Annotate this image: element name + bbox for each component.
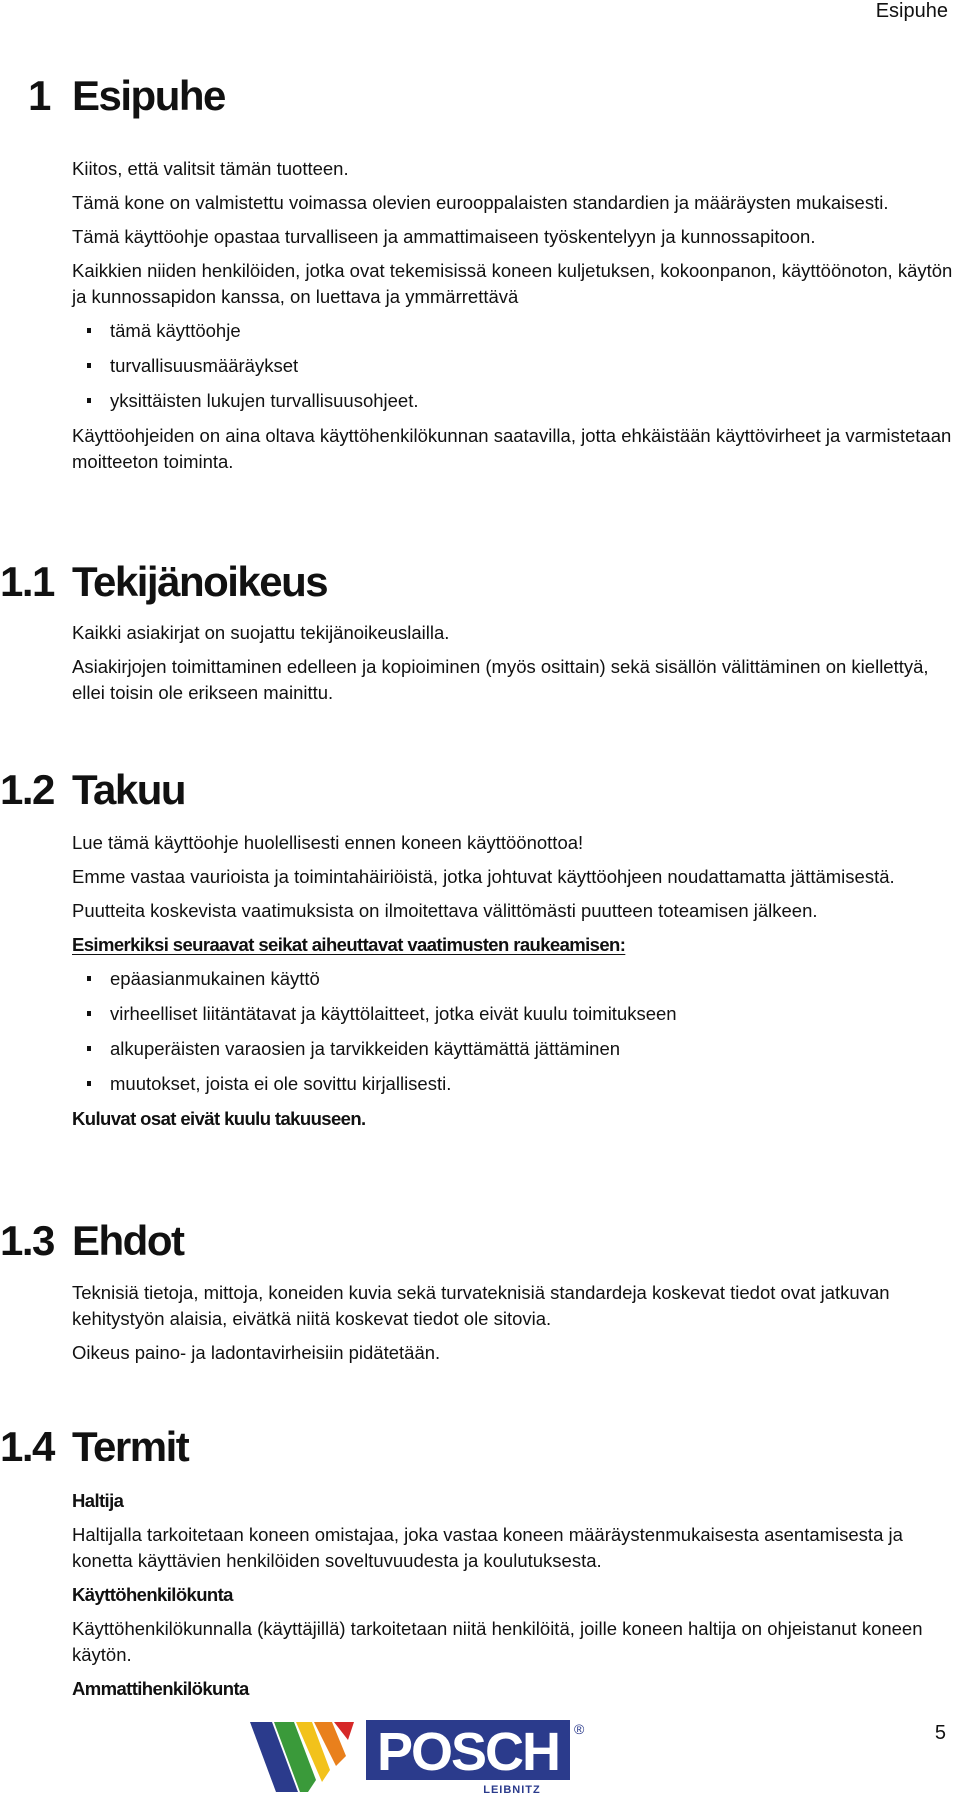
emphasis-text: Esimerkiksi seuraavat seikat aiheuttavat vaatimusten raukeamisen: xyxy=(72,934,626,955)
term-heading: Käyttöhenkilökunta xyxy=(72,1584,233,1605)
list-item-text: virheelliset liitäntätavat ja käyttölaitteet, jotka eivät kuulu toimitukseen xyxy=(110,1003,677,1024)
section-number: 1.4 xyxy=(0,1423,54,1470)
section-body xyxy=(72,1488,960,1710)
list-item-text: yksittäisten lukujen turvallisuusohjeet. xyxy=(110,390,419,411)
paragraph: Puutteita koskevista vaatimuksista on ilmoitettava välittömästi puutteen toteamisen jälkeen. xyxy=(72,900,818,921)
bullet-icon xyxy=(87,328,91,333)
paragraph: Lue tämä käyttöohje huolellisesti ennen koneen käyttöönottoa! xyxy=(72,832,584,853)
logo-wordmark: POSCH xyxy=(376,1722,560,1782)
section-title: Takuu xyxy=(72,766,186,813)
section-title: Tekijänoikeus xyxy=(72,558,328,605)
paragraph: Kaikkien niiden henkilöiden, jotka ovat tekemisissä koneen kuljetuksen, kokoonpanon, käyttöönoton, käytön ja kunnossapidon kanssa, on luettava ja ymmärrettävä xyxy=(72,260,953,307)
list-item xyxy=(72,1036,960,1062)
registered-mark: ® xyxy=(574,1721,585,1737)
page-number: 5 xyxy=(934,1722,946,1744)
section-body xyxy=(72,830,960,1140)
chapter-title: Esipuhe xyxy=(72,72,225,119)
chapter-number: 1 xyxy=(28,72,50,119)
list-item xyxy=(72,1001,960,1027)
list-item-text: muutokset, joista ei ole sovittu kirjallisesti. xyxy=(110,1073,452,1094)
paragraph: Käyttöohjeiden on aina oltava käyttöhenkilökunnan saatavilla, jotta ehkäistään käyttövirheet ja varmistetaan moitteeton toiminta. xyxy=(72,425,952,472)
list-item xyxy=(72,318,960,344)
section-title: Ehdot xyxy=(72,1217,184,1264)
bullet-icon xyxy=(87,1046,91,1051)
paragraph: Emme vastaa vaurioista ja toimintahäiriöistä, jotka johtuvat käyttöohjeen noudattamatta jättämisestä. xyxy=(72,866,895,887)
bullet-icon xyxy=(87,976,91,981)
list-item xyxy=(72,388,960,414)
list-item xyxy=(72,1071,960,1097)
paragraph: Kiitos, että valitsit tämän tuotteen. xyxy=(72,158,349,179)
list-item xyxy=(72,966,960,992)
posch-logo xyxy=(250,1720,590,1796)
paragraph: Asiakirjojen toimittaminen edelleen ja kopioiminen (myös osittain) sekä sisällön välittäminen on kiellettyä, ellei toisin ole erikseen mainittu. xyxy=(72,656,929,703)
section-body xyxy=(72,1280,960,1374)
list-item-text: alkuperäisten varaosien ja tarvikkeiden käyttämättä jättäminen xyxy=(110,1038,621,1059)
list-item xyxy=(72,353,960,379)
section-number: 1.3 xyxy=(0,1217,54,1264)
paragraph: Tämä käyttöohje opastaa turvalliseen ja ammattimaiseen työskentelyyn ja kunnossapitoon. xyxy=(72,226,816,247)
list-item-text: epäasianmukainen käyttö xyxy=(110,968,320,989)
paragraph: Oikeus paino- ja ladontavirheisiin pidätetään. xyxy=(72,1342,441,1363)
paragraph: Tämä kone on valmistettu voimassa olevien eurooppalaisten standardien ja määräysten mukaisesti. xyxy=(72,192,889,213)
logo-emblem xyxy=(250,1722,354,1792)
bullet-icon xyxy=(87,1081,91,1086)
term-definition: Käyttöhenkilökunnalla (käyttäjillä) tarkoitetaan niitä henkilöitä, joille koneen haltija on ohjeistanut koneen käytön. xyxy=(72,1618,923,1665)
paragraph: Teknisiä tietoja, mittoja, koneiden kuvia sekä turvateknisiä standardeja koskevat tiedot ovat jatkuvan kehitystyön alaisia, eivätkä niitä koskevat tiedot ole sitovia. xyxy=(72,1282,890,1329)
section-number: 1.2 xyxy=(0,766,54,813)
term-heading: Ammattihenkilökunta xyxy=(72,1678,249,1699)
bullet-icon xyxy=(87,1011,91,1016)
paragraph: Kaikki asiakirjat on suojattu tekijänoikeuslailla. xyxy=(72,622,450,643)
term-heading: Haltija xyxy=(72,1490,124,1511)
section-number: 1.1 xyxy=(0,558,54,605)
emphasis-text: Kuluvat osat eivät kuulu takuuseen. xyxy=(72,1108,366,1129)
list-item-text: turvallisuusmääräykset xyxy=(110,355,299,376)
bullet-icon xyxy=(87,398,91,403)
chapter-body xyxy=(72,156,960,483)
bullet-list xyxy=(72,966,960,1097)
running-header: Esipuhe xyxy=(875,0,948,22)
section-title: Termit xyxy=(72,1423,189,1470)
bullet-icon xyxy=(87,363,91,368)
logo-subtext: LEIBNITZ xyxy=(483,1784,541,1796)
term-definition: Haltijalla tarkoitetaan koneen omistajaa, joka vastaa koneen määräystenmukaisesta asentamisesta ja konetta käyttävien henkilöiden soveltuvuudesta ja koulutuksesta. xyxy=(72,1524,903,1571)
section-body xyxy=(72,620,960,714)
bullet-list xyxy=(72,318,960,414)
list-item-text: tämä käyttöohje xyxy=(110,320,241,341)
